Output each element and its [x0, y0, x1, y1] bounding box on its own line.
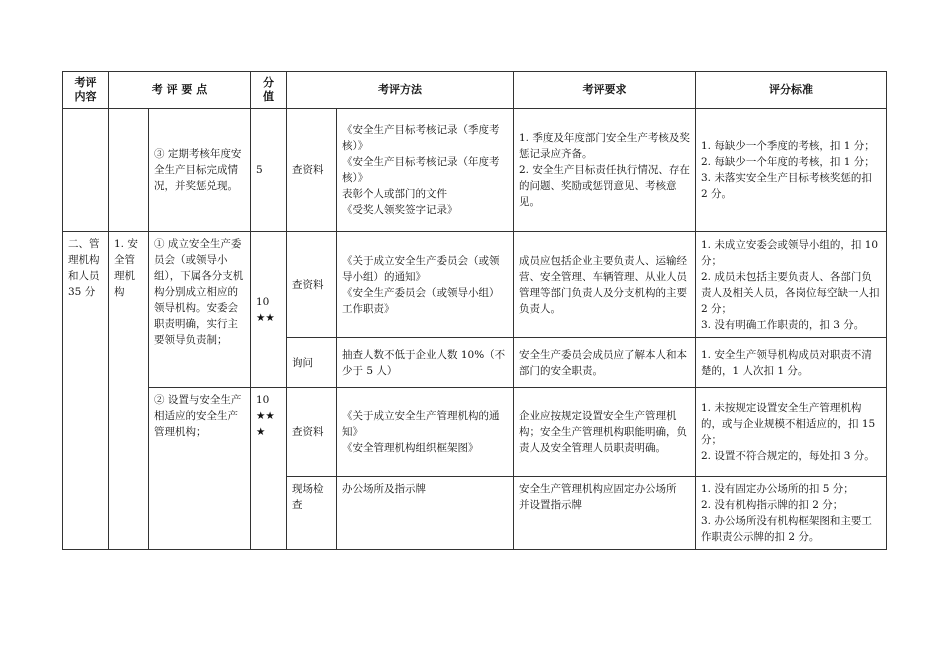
method-cell: 查资料 [287, 232, 337, 338]
section-sub-cell: 1. 安全管理机构 [109, 232, 149, 550]
table-row [63, 388, 887, 477]
standard-cell [696, 232, 887, 338]
std-item: 1. 没有固定办公场所的扣 5 分； [701, 483, 854, 495]
req-item: 安全生产管理机构应固定办公场所 [519, 483, 677, 495]
docs-cell [337, 388, 514, 477]
score-value: 10 [256, 295, 270, 308]
table-row [63, 232, 887, 338]
method-cell: 询问 [287, 338, 337, 388]
standard-cell [696, 388, 887, 477]
req-item: 并设置指示牌 [519, 499, 582, 511]
std-item: 2. 设置不符合规定的，每处扣 3 分。 [701, 450, 875, 462]
score-cell [251, 232, 287, 388]
requirement-cell: 安全生产委员会成员应了解本人和本部门的安全职责。 [514, 338, 696, 388]
star-rating: ★★ [256, 311, 275, 324]
header-requirement: 考评要求 [514, 72, 696, 109]
point-cell: ① 成立安全生产委员会（或领导小组），下属各分支机构分别成立相应的领导机构。安委会职责明确，实行主要领导负责制； [149, 232, 251, 388]
doc-item: 《安全生产目标考核记录（年度考核）》 [342, 156, 500, 184]
std-item: 1. 未按规定设置安全生产管理机构的，或与企业规模不相适应的，扣 15 分； [701, 402, 879, 446]
standard-cell: 1. 安全生产领导机构成员对职责不清楚的，1 人次扣 1 分。 [696, 338, 887, 388]
doc-item: 《安全生产委员会（或领导小组）工作职责》 [342, 286, 500, 315]
section-content-cell: 二、管理机构和人员 35 分 [63, 232, 109, 550]
req-item: 2. 安全生产目标责任执行情况、存在的问题、奖励或惩罚意见、考核意见。 [519, 164, 690, 208]
standard-cell [696, 477, 887, 550]
method-cell: 现场检查 [287, 477, 337, 550]
std-item: 2. 成员未包括主要负责人、各部门负责人及相关人员，各岗位每空缺一人扣 2 分； [701, 270, 883, 315]
point-cell: ③ 定期考核年度安全生产目标完成情况，并奖惩兑现。 [149, 109, 251, 232]
docs-cell: 办公场所及指示牌 [337, 477, 514, 550]
header-points: 考 评 要 点 [109, 72, 251, 109]
table-row [63, 109, 887, 232]
doc-item: 《受奖人领奖签字记录》 [342, 204, 458, 216]
req-item: 1. 季度及年度部门安全生产考核及奖惩记录应齐备。 [519, 132, 690, 160]
assessment-table [62, 71, 887, 550]
sub-cell-empty [109, 109, 149, 232]
score-value: 10 [256, 394, 270, 406]
std-item: 2. 没有机构指示牌的扣 2 分； [701, 499, 844, 511]
method-cell: 查资料 [287, 109, 337, 232]
standard-cell [696, 109, 887, 232]
std-item: 2. 每缺少一个年度的考核，扣 1 分； [701, 156, 875, 168]
requirement-cell [514, 109, 696, 232]
header-method: 考评方法 [287, 72, 514, 109]
doc-item: 《安全管理机构组织框架图》 [342, 442, 479, 454]
header-score: 分 值 [251, 72, 287, 109]
method-cell: 查资料 [287, 388, 337, 477]
std-item: 3. 未落实安全生产目标考核奖惩的扣 2 分。 [701, 172, 876, 200]
std-item: 3. 办公场所没有机构框架图和主要工作职责公示牌的扣 2 分。 [701, 515, 872, 543]
std-item: 3. 没有明确工作职责的，扣 3 分。 [701, 318, 865, 331]
doc-item: 《安全生产目标考核记录（季度考核）》 [342, 124, 500, 152]
score-cell [251, 388, 287, 550]
header-row [63, 72, 887, 109]
requirement-cell [514, 477, 696, 550]
std-item: 1. 未成立安委会或领导小组的，扣 10 分； [701, 238, 882, 267]
header-content: 考评 内容 [63, 72, 109, 109]
doc-item: 《关于成立安全生产委员会（或领导小组）的通知》 [342, 254, 500, 283]
std-item: 1. 每缺少一个季度的考核，扣 1 分； [701, 140, 875, 152]
requirement-cell: 企业应按规定设置安全生产管理机构；安全生产管理机构职能明确，负责人及安全管理人员职责明确。 [514, 388, 696, 477]
content-cell-empty [63, 109, 109, 232]
point-cell: ② 设置与安全生产相适应的安全生产管理机构； [149, 388, 251, 550]
docs-cell [337, 232, 514, 338]
star-rating: ★★ ★ [256, 410, 275, 438]
header-standard: 评分标准 [696, 72, 887, 109]
doc-item: 《关于成立安全生产管理机构的通知》 [342, 410, 500, 438]
docs-cell [337, 109, 514, 232]
score-cell: 5 [251, 109, 287, 232]
requirement-cell: 成员应包括企业主要负责人、运输经营、安全管理、车辆管理、从业人员管理等部门负责人及分支机构的主要负责人。 [514, 232, 696, 338]
doc-item: 表彰个人或部门的文件 [342, 188, 447, 200]
docs-cell: 抽查人数不低于企业人数 10%（不少于 5 人） [337, 338, 514, 388]
